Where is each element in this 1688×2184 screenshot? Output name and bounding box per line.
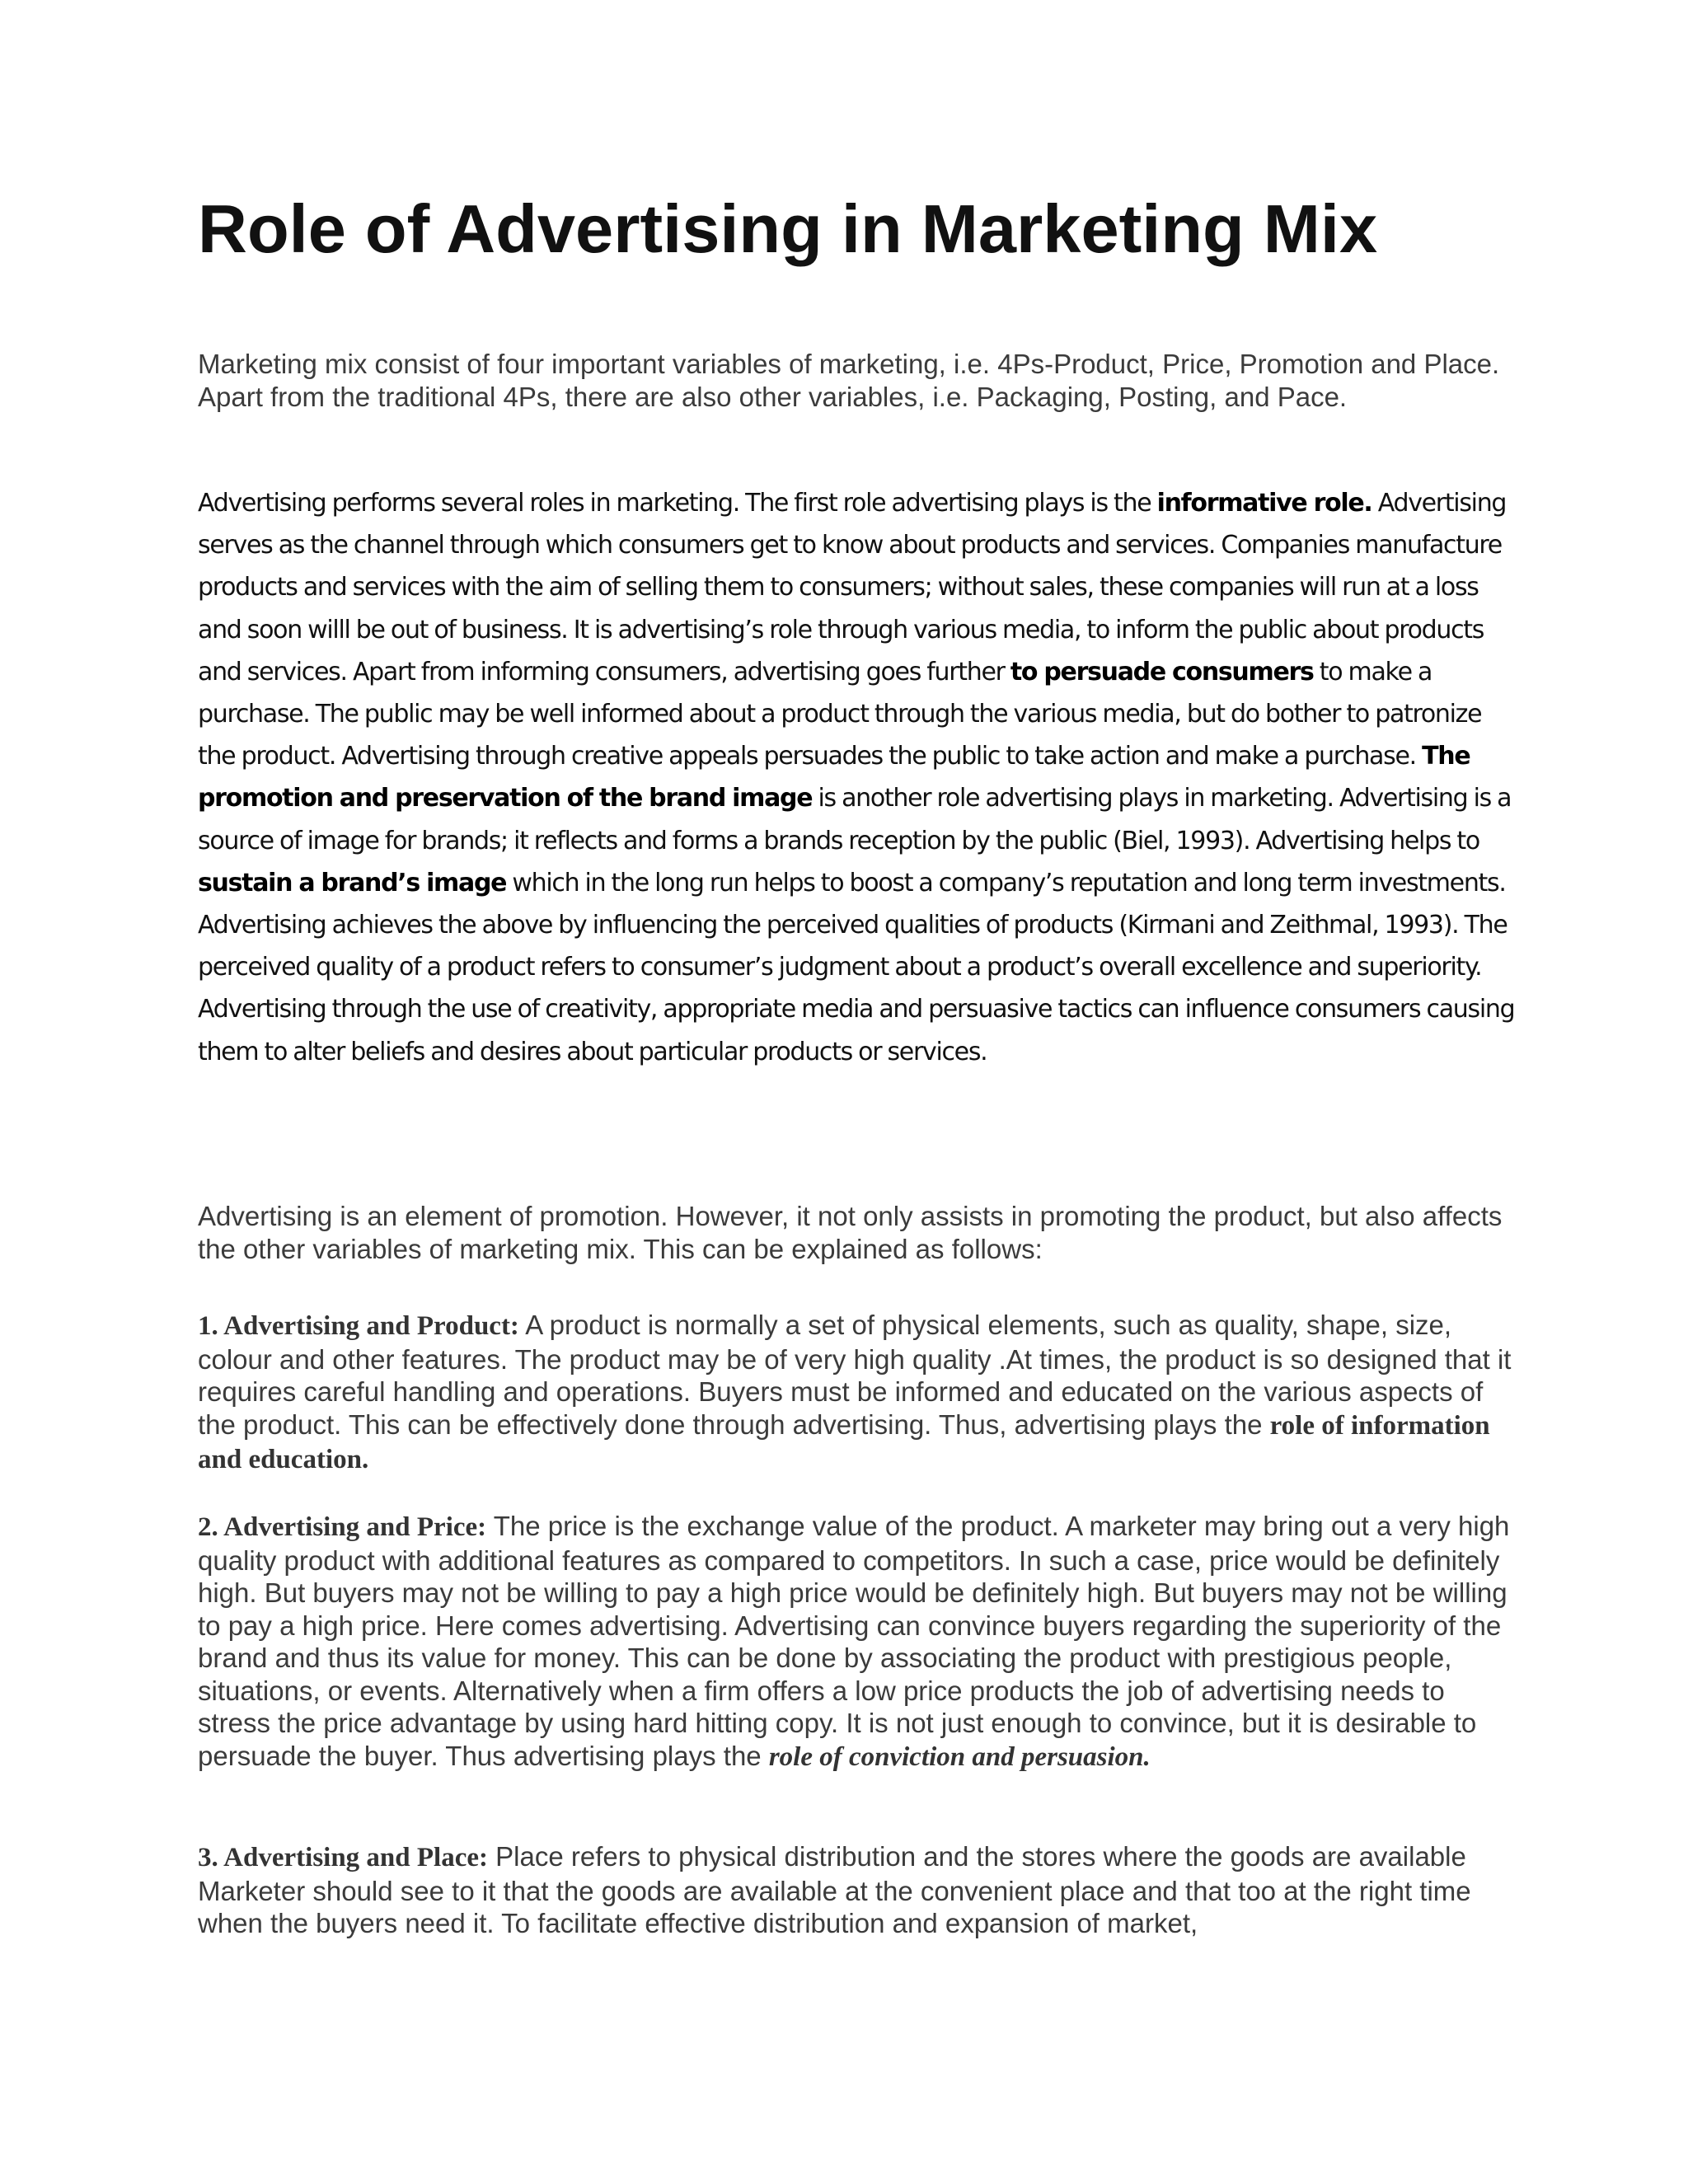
item-heading-price: 2. Advertising and Price: (198, 1512, 487, 1542)
body-text-1: Advertising performs several roles in marketing. The first role advertising plays is the (198, 489, 1157, 518)
item-text-place: Place refers to physical distribution and the stores where the goods are available Marketer should see to it that the goods are available at the convenient place and that too at the right time when the buyers need it. To facilitate effective distribution and expansion of market, (198, 1841, 1471, 1938)
item-text-price: The price is the exchange value of the product. A marketer may bring out a very high quality product with additional features as compared to competitors. In such a case, price would be definitely high. But buyers may not be willing to pay a high price would be definitely high. But buyers may not be willing to pay a high price. Here comes advertising. Advertising can convince buyers regarding the superiority of the brand and thus its value for money. This can be done by associating the product with prestigious people, situations, or events. Alternatively when a firm offers a low price products the job of advertising needs to stress the price advantage by using hard hitting copy. It is not just enough to convince, but it is desirable to persuade the buyer. Thus advertising plays the (198, 1511, 1510, 1771)
sustain-brand-image-emphasis: sustain a brand’s image (198, 868, 507, 898)
item-heading-place: 3. Advertising and Place: (198, 1843, 488, 1872)
body-text-4: is another role advertising plays in marketing. Advertising is a source of image for brands; it reflects and forms a brands reception by the public (Biel, 1993). Advertising helps to (198, 784, 1512, 855)
intro-paragraph: Marketing mix consist of four important variables of marketing, i.e. 4Ps-Product, Price, Promotion and Place. Apart from the traditional 4Ps, there are also other variables, i.e. Packaging, Posting, and Pace. (198, 349, 1500, 412)
advertising-roles-paragraph (198, 482, 1517, 1073)
promotion-paragraph: Advertising is an element of promotion. However, it not only assists in promoting the product, but also affects the other variables of marketing mix. This can be explained as follows: (198, 1201, 1503, 1264)
item-emphasis-product: role of information and education. (198, 1410, 1490, 1474)
persuade-consumers-emphasis: to persuade consumers (1010, 657, 1314, 687)
body-text-3: to make a purchase. The public may be well informed about a product through the various media, but do bother to patronize the product. Advertising through creative appeals persuades the public to take action and make a purchase. (198, 657, 1482, 771)
list-item-place (198, 1840, 1517, 1940)
list-item-product (198, 1309, 1517, 1477)
informative-role-emphasis: informative role. (1156, 489, 1372, 518)
page-title: Role of Advertising in Marketing Mix (198, 190, 1378, 267)
item-heading-product: 1. Advertising and Product: (198, 1311, 519, 1341)
item-emphasis-price: role of conviction and persuasion. (768, 1741, 1151, 1772)
body-text-2: Advertising serves as the channel through which consumers get to know about products and services. Companies manufacture products and services with the aim of selling them to consumers; without sales, these companies will run at a loss and soon willl be out of business. It is advertising’s role through various media, to inform the public about products and services. Apart from informing consumers, advertising goes further (198, 489, 1507, 687)
list-item-price (198, 1510, 1517, 1774)
item-text-product: A product is normally a set of physical elements, such as quality, shape, size, colour and other features. The product may be of very high quality .At times, the product is so designed that it requires careful handling and operations. Buyers must be informed and educated on the various aspects of the product. This can be effectively done through advertising. Thus, advertising plays the (198, 1310, 1512, 1440)
body-text-5: which in the long run helps to boost a company’s reputation and long term investments. Advertising achieves the above by influencing the perceived qualities of products (Kirmani and Zeithmal, 1993). The perceived quality of a product refers to consumer’s judgment about a product’s overall excellence and superiority. Advertising through the use of creativity, appropriate media and persuasive tactics can influence consumers causing them to alter beliefs and desires about particular products or services. (198, 868, 1515, 1066)
brand-image-emphasis: The promotion and preservation of the brand image (198, 742, 1470, 813)
